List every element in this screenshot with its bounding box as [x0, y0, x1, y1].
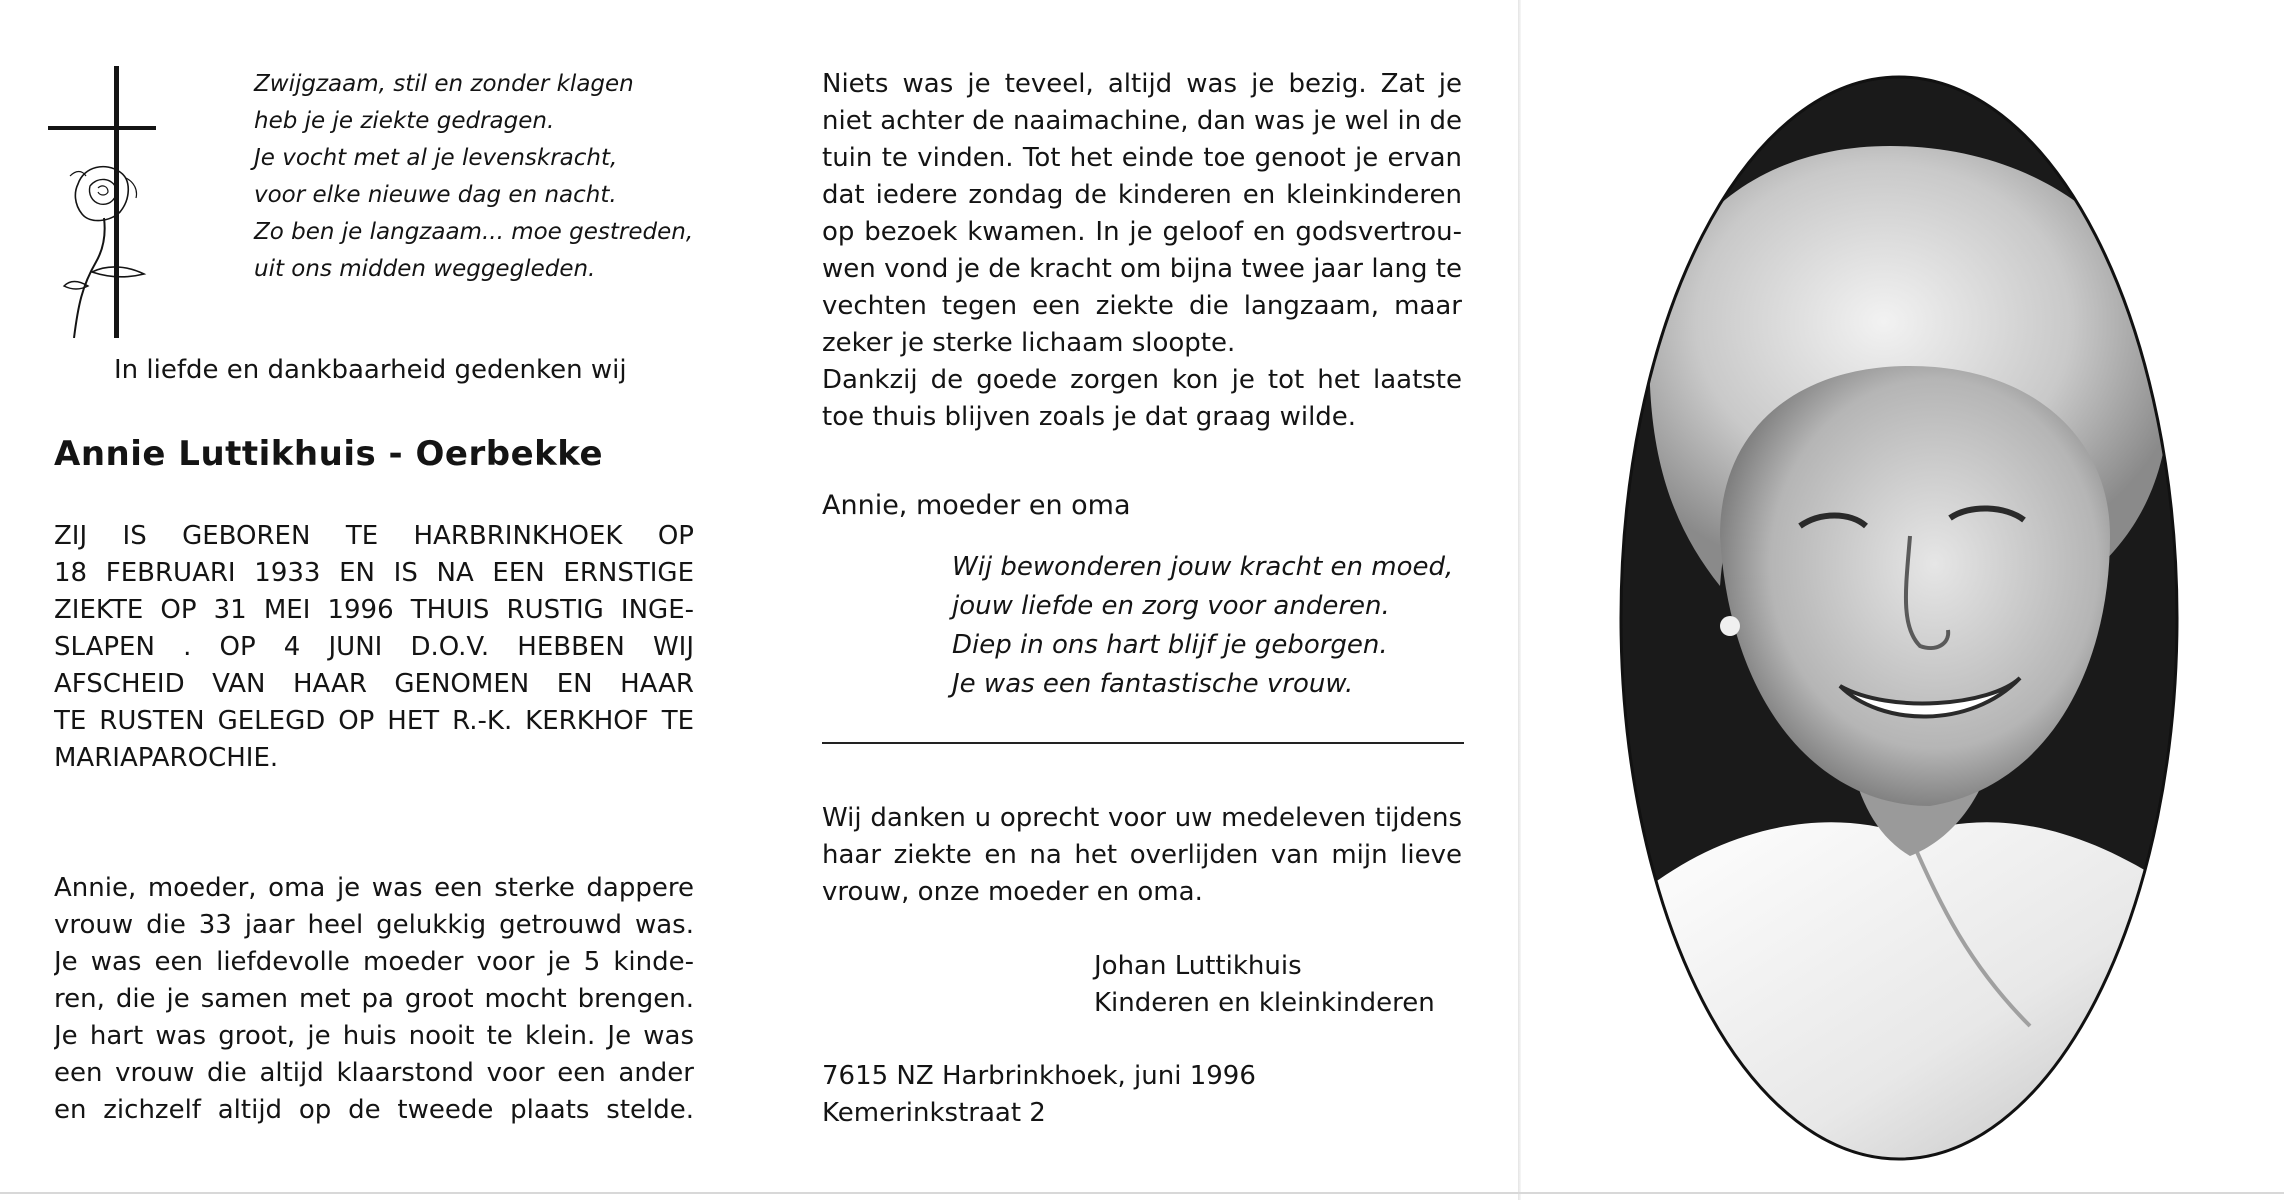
- birth-death-paragraph: [54, 518, 694, 777]
- paragraph-line: tuin te vinden. Tot het einde toe genoot je ervan: [822, 143, 1462, 173]
- paragraph-line: wen vond je de kracht om bijna twee jaar lang te: [822, 254, 1462, 284]
- photo-shirt: [1630, 822, 2188, 1170]
- deceased-name: Annie Luttikhuis - Oerbekke: [54, 434, 603, 474]
- signature-family: Kinderen en kleinkinderen: [1094, 988, 1435, 1018]
- signature-name: Johan Luttikhuis: [1094, 951, 1302, 981]
- paragraph-line: ren, die je samen met pa groot mocht brengen.: [54, 984, 694, 1014]
- paragraph-line: Wij danken u oprecht voor uw medeleven tijdens: [822, 803, 1462, 833]
- paragraph-line: TE RUSTEN GELEGD OP HET R.-K. KERKHOF TE: [54, 706, 694, 736]
- poem-line: uit ons midden weggegleden.: [254, 256, 596, 282]
- poem-line: Zo ben je langzaam... moe gestreden,: [254, 219, 694, 245]
- remembrance-line: In liefde en dankbaarheid gedenken wij: [114, 355, 627, 385]
- paragraph-line: ZIJ IS GEBOREN TE HARBRINKHOEK OP: [54, 521, 694, 551]
- cross-with-rose-icon: [48, 66, 156, 338]
- address-block: [822, 1058, 1256, 1132]
- paragraph-line: zeker je sterke lichaam sloopte.: [822, 328, 1236, 358]
- paragraph-line: ZIEKTE OP 31 MEI 1996 THUIS RUSTIG INGE-: [54, 595, 694, 625]
- paragraph-line: Je was een liefdevolle moeder voor je 5 kinde-: [54, 947, 694, 977]
- paragraph-line: vrouw die 33 jaar heel gelukkig getrouwd was.: [54, 910, 694, 940]
- paragraph-line: Je hart was groot, je huis nooit te klein. Je was: [54, 1021, 694, 1051]
- paragraph-line: Dankzij de goede zorgen kon je tot het laatste: [822, 365, 1462, 395]
- poem-line: voor elke nieuwe dag en nacht.: [254, 182, 617, 208]
- paragraph-line: op bezoek kwamen. In je geloof en godsvertrou-: [822, 217, 1462, 247]
- poem-line: Wij bewonderen jouw kracht en moed,: [952, 552, 1454, 582]
- paragraph-line: toe thuis blijven zoals je dat graag wilde.: [822, 402, 1357, 432]
- paragraph-line: Niets was je teveel, altijd was je bezig. Zat je: [822, 69, 1462, 99]
- life-paragraph: [822, 66, 1462, 436]
- section-divider: [822, 742, 1464, 744]
- portrait-photo: [1610, 66, 2188, 1170]
- paragraph-line: dat iedere zondag de kinderen en kleinkinderen: [822, 180, 1462, 210]
- tribute-paragraph: [54, 870, 694, 1129]
- paragraph-line: en zichzelf altijd op de tweede plaats stelde.: [54, 1095, 694, 1125]
- annie-heading: Annie, moeder en oma: [822, 490, 1131, 521]
- poem-line: Je vocht met al je levenskracht,: [254, 145, 618, 171]
- thanks-paragraph: [822, 800, 1462, 911]
- paragraph-line: AFSCHEID VAN HAAR GENOMEN EN HAAR: [54, 669, 694, 699]
- paragraph-line: vechten tegen een ziekte die langzaam, maar: [822, 291, 1462, 321]
- address-street: Kemerinkstraat 2: [822, 1098, 1046, 1128]
- closing-poem: [952, 548, 1453, 704]
- signature-block: [1094, 948, 1435, 1022]
- address-place-date: 7615 NZ Harbrinkhoek, juni 1996: [822, 1061, 1256, 1091]
- card-fold: [1518, 0, 1521, 1200]
- paragraph-line: haar ziekte en na het overlijden van mijn lieve: [822, 840, 1462, 870]
- card-bottom-edge: [0, 1192, 2284, 1194]
- poem-line: Je was een fantastische vrouw.: [952, 669, 1354, 699]
- paragraph-line: MARIAPAROCHIE.: [54, 743, 279, 773]
- opening-poem: [254, 66, 734, 288]
- poem-line: heb je je ziekte gedragen.: [254, 108, 555, 134]
- poem-line: jouw liefde en zorg voor anderen.: [952, 591, 1390, 621]
- paragraph-line: SLAPEN . OP 4 JUNI D.O.V. HEBBEN WIJ: [54, 632, 694, 662]
- paragraph-line: vrouw, onze moeder en oma.: [822, 877, 1203, 907]
- poem-line: Diep in ons hart blijf je geborgen.: [952, 630, 1388, 660]
- paragraph-line: Annie, moeder, oma je was een sterke dappere: [54, 873, 694, 903]
- paragraph-line: 18 FEBRUARI 1933 EN IS NA EEN ERNSTIGE: [54, 558, 694, 588]
- paragraph-line: niet achter de naaimachine, dan was je wel in de: [822, 106, 1462, 136]
- poem-line: Zwijgzaam, stil en zonder klagen: [254, 71, 634, 97]
- paragraph-line: een vrouw die altijd klaarstond voor een ander: [54, 1058, 694, 1088]
